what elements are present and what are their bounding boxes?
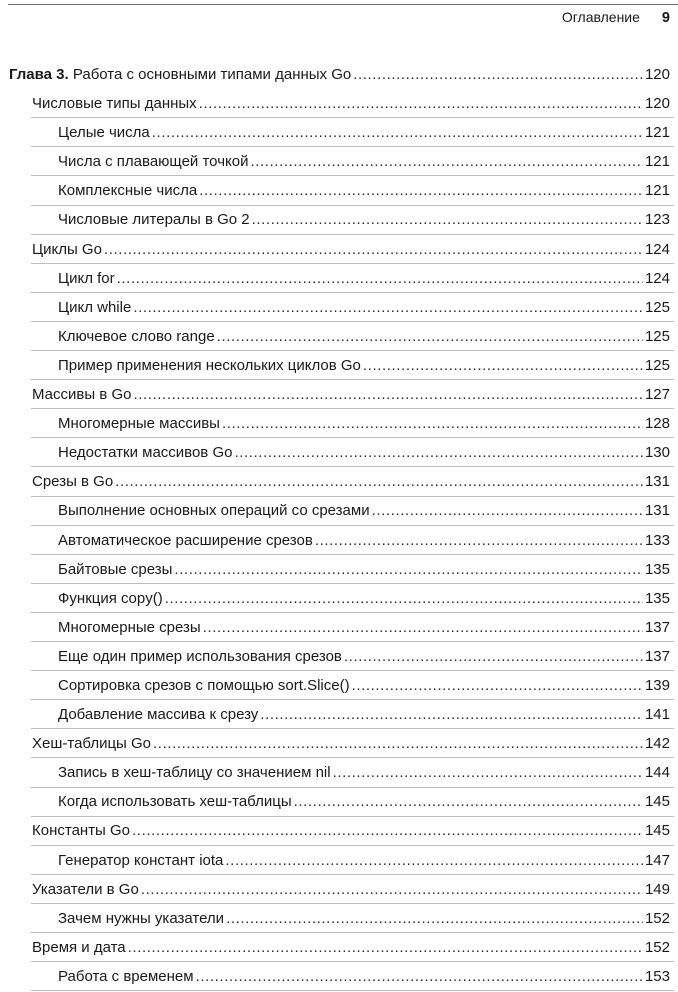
toc-section-entry[interactable] <box>9 380 670 409</box>
toc-section-entry[interactable] <box>9 467 670 496</box>
entry-divider <box>31 292 674 293</box>
toc-page-number: 152 <box>644 938 670 956</box>
toc-entry-title: Цикл for <box>58 269 115 287</box>
toc-entry-title: Циклы Go <box>32 240 102 258</box>
toc-page-number: 135 <box>644 560 670 578</box>
dot-leader <box>203 613 643 642</box>
toc-page-number: 152 <box>644 909 670 927</box>
entry-divider <box>31 757 674 758</box>
toc-entry-title: Срезы в Go <box>32 473 114 491</box>
dot-leader <box>132 816 643 845</box>
toc-entry-title: Массивы в Go <box>32 386 132 404</box>
toc-page-number: 124 <box>644 269 670 287</box>
toc-entry-title: Работа с временем <box>58 967 194 985</box>
toc-page-number: 135 <box>644 589 670 607</box>
entry-divider <box>31 525 674 526</box>
entry-divider <box>31 263 674 264</box>
toc-page-number: 127 <box>644 386 670 404</box>
toc-subsection-entry[interactable] <box>9 293 670 322</box>
dot-leader <box>153 729 643 758</box>
dot-leader <box>226 904 643 933</box>
toc-subsection-entry[interactable] <box>9 176 670 205</box>
toc-page-number: 125 <box>644 327 670 345</box>
dot-leader <box>217 322 643 351</box>
entry-divider <box>31 787 674 788</box>
dot-leader <box>115 467 643 496</box>
dot-leader <box>353 60 643 89</box>
toc-entry-title: Функция copy() <box>58 589 163 607</box>
toc-section-entry[interactable] <box>9 729 670 758</box>
toc-entry-title: Байтовые срезы <box>58 560 173 578</box>
entry-divider <box>31 554 674 555</box>
toc-page-number: 131 <box>644 473 670 491</box>
toc-subsection-entry[interactable] <box>9 613 670 642</box>
toc-subsection-entry[interactable] <box>9 584 670 613</box>
toc-page-number: 147 <box>644 851 670 869</box>
entry-divider <box>31 583 674 584</box>
toc-entry-title: Указатели в Go <box>32 880 139 898</box>
toc-entry-title: Когда использовать хеш-таблицы <box>58 793 292 811</box>
toc-page-number: 145 <box>644 793 670 811</box>
section-label: Оглавление <box>561 9 640 25</box>
toc-section-entry[interactable] <box>9 89 670 118</box>
dot-leader <box>133 293 643 322</box>
entry-divider <box>31 496 674 497</box>
toc-page-number: 120 <box>644 66 670 83</box>
dot-leader <box>222 409 643 438</box>
entry-divider <box>31 845 674 846</box>
toc-entry-title: Выполнение основных операций со срезами <box>58 502 370 520</box>
toc-entry-title: Комплексные числа <box>58 182 198 200</box>
toc-subsection-entry[interactable] <box>9 264 670 293</box>
dot-leader <box>225 846 643 875</box>
toc-page-number: 142 <box>644 735 670 753</box>
toc-page-number: 141 <box>644 706 670 724</box>
dot-leader <box>141 875 643 904</box>
toc-subsection-entry[interactable] <box>9 671 670 700</box>
toc-subsection-entry[interactable] <box>9 846 670 875</box>
toc-page-number: 125 <box>644 298 670 316</box>
entry-divider <box>31 175 674 176</box>
entry-divider <box>31 117 674 118</box>
page-number: 9 <box>661 10 670 26</box>
toc-entry-title: Еще один пример использования срезов <box>58 647 342 665</box>
toc-subsection-entry[interactable] <box>9 758 670 787</box>
dot-leader <box>260 700 643 729</box>
toc-page-number: 121 <box>644 153 670 171</box>
toc-subsection-entry[interactable] <box>9 409 670 438</box>
toc-entry-title: Запись в хеш-таблицу со значением nil <box>58 764 331 782</box>
dot-leader <box>199 89 643 118</box>
toc-subsection-entry[interactable] <box>9 555 670 584</box>
toc-subsection-entry[interactable] <box>9 700 670 729</box>
header-rule <box>8 4 678 5</box>
toc-page-number: 121 <box>644 182 670 200</box>
toc-entry-title: Многомерные срезы <box>58 618 201 636</box>
toc-page-number: 120 <box>644 95 670 113</box>
chapter-prefix: Глава 3. <box>9 66 69 83</box>
toc-entry-title: Цикл while <box>58 298 132 316</box>
toc-subsection-entry[interactable] <box>9 438 670 467</box>
dot-leader <box>294 787 643 816</box>
entry-divider <box>31 903 674 904</box>
toc-entry-title: Хеш-таблицы Go <box>32 735 152 753</box>
toc-subsection-entry[interactable] <box>9 642 670 671</box>
entry-divider <box>31 408 674 409</box>
dot-leader <box>363 351 643 380</box>
entry-divider <box>31 146 674 147</box>
dot-leader <box>372 496 643 525</box>
toc-page-number: 130 <box>644 444 670 462</box>
toc-entry-title: Добавление массива к срезу <box>58 706 259 724</box>
dot-leader <box>333 758 643 787</box>
entry-divider <box>31 321 674 322</box>
toc-page-number: 123 <box>644 211 670 229</box>
toc-entry-title: Многомерные массивы <box>58 415 220 433</box>
dot-leader <box>250 147 643 176</box>
dot-leader <box>133 380 643 409</box>
dot-leader <box>344 642 643 671</box>
toc-entry-title <box>9 60 351 89</box>
toc-page-number: 133 <box>644 531 670 549</box>
dot-leader <box>104 235 643 264</box>
toc-entry-title: Зачем нужны указатели <box>58 909 225 927</box>
chapter-title: Работа с основными типами данных Go <box>68 66 352 83</box>
toc-page-number: 121 <box>644 124 670 142</box>
entry-divider <box>31 350 674 351</box>
entry-divider <box>31 961 674 962</box>
dot-leader <box>152 118 643 147</box>
toc-entry-title: Генератор констант iota <box>58 851 224 869</box>
dot-leader <box>315 526 643 555</box>
dot-leader <box>252 205 643 234</box>
dot-leader <box>128 933 643 962</box>
toc-page-number: 139 <box>644 676 670 694</box>
dot-leader <box>165 584 643 613</box>
toc-page-number: 124 <box>644 240 670 258</box>
entry-divider <box>31 379 674 380</box>
toc-subsection-entry[interactable] <box>9 962 670 991</box>
toc-page-number: 153 <box>644 967 670 985</box>
toc-entry-title: Числовые литералы в Go 2 <box>58 211 250 229</box>
entry-divider <box>31 699 674 700</box>
entry-divider <box>31 728 674 729</box>
toc-section-entry[interactable] <box>9 235 670 264</box>
toc-page-number: 145 <box>644 822 670 840</box>
dot-leader <box>196 962 643 991</box>
toc-page-number: 137 <box>644 618 670 636</box>
toc-entry-title: Время и дата <box>32 938 126 956</box>
toc-page-number: 144 <box>644 764 670 782</box>
toc-entry-title: Автоматическое расширение срезов <box>58 531 313 549</box>
toc-subsection-entry[interactable] <box>9 322 670 351</box>
toc-entry-title: Пример применения нескольких циклов Go <box>58 356 361 374</box>
toc-chapter-entry[interactable] <box>9 60 670 89</box>
toc-subsection-entry[interactable] <box>9 496 670 525</box>
toc-page-number: 128 <box>644 415 670 433</box>
dot-leader <box>117 264 643 293</box>
toc-subsection-entry[interactable] <box>9 904 670 933</box>
dot-leader <box>199 176 643 205</box>
entry-divider <box>31 234 674 235</box>
toc-subsection-entry[interactable] <box>9 118 670 147</box>
entry-divider <box>31 816 674 817</box>
dot-leader <box>352 671 643 700</box>
toc-section-entry[interactable] <box>9 816 670 845</box>
toc-entry-title: Недостатки массивов Go <box>58 444 233 462</box>
entry-divider <box>31 990 674 991</box>
toc-page-number: 131 <box>644 502 670 520</box>
dot-leader <box>174 555 643 584</box>
toc-entry-title: Константы Go <box>32 822 131 840</box>
dot-leader <box>234 438 643 467</box>
toc-subsection-entry[interactable] <box>9 526 670 555</box>
toc-subsection-entry[interactable] <box>9 147 670 176</box>
entry-divider <box>31 437 674 438</box>
running-header <box>562 9 670 26</box>
entry-divider <box>31 932 674 933</box>
toc-section-entry[interactable] <box>9 875 670 904</box>
entry-divider <box>31 641 674 642</box>
entry-divider <box>31 670 674 671</box>
toc-entry-title: Целые числа <box>58 124 150 142</box>
toc-subsection-entry[interactable] <box>9 351 670 380</box>
toc-entry-title: Числа с плавающей точкой <box>58 153 249 171</box>
entry-divider <box>31 874 674 875</box>
toc-entry-title: Числовые типы данных <box>32 95 197 113</box>
toc-subsection-entry[interactable] <box>9 205 670 234</box>
toc-page-number: 125 <box>644 356 670 374</box>
toc-page-number: 149 <box>644 880 670 898</box>
entry-divider <box>31 205 674 206</box>
toc-page-number: 137 <box>644 647 670 665</box>
toc-entry-title: Ключевое слово range <box>58 327 215 345</box>
toc-subsection-entry[interactable] <box>9 787 670 816</box>
entry-divider <box>31 466 674 467</box>
toc-section-entry[interactable] <box>9 933 670 962</box>
entry-divider <box>31 612 674 613</box>
toc-entry-title: Сортировка срезов с помощью sort.Slice() <box>58 676 350 694</box>
